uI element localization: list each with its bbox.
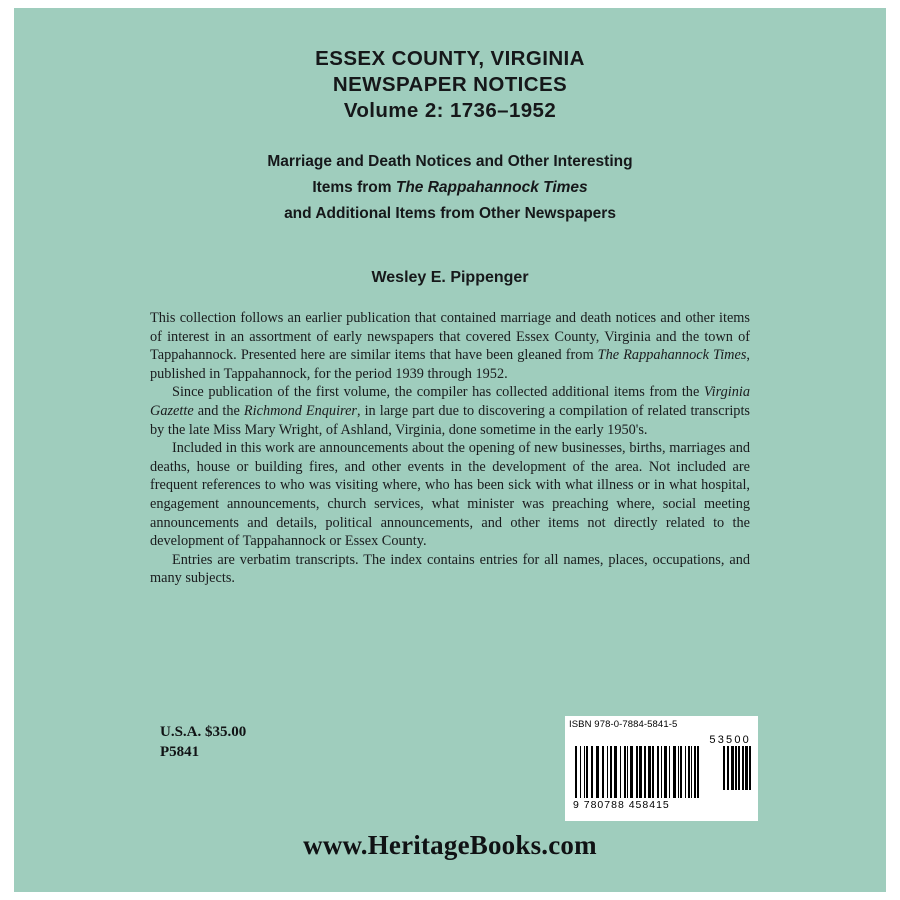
barcode-addon-bars <box>723 746 753 790</box>
barcode-digits: 9 780788 458415 <box>573 799 670 811</box>
description-run: Entries are verbatim transcripts. The index contains entries for all names, places, occupations, and many subjects. <box>150 551 750 587</box>
subtitle-2-italic: The Rappahannock Times <box>395 179 588 196</box>
description-run: , published in Tappahannock, for the period 1939 through 1952. <box>150 347 750 382</box>
description-run: and the <box>193 402 244 419</box>
description-run: Included in this work are announcements about the opening of new businesses, births, marriages and deaths, house or building fires, and other events in the development of the area. Not included are frequent references to who was visiting where, who has been sick with what illness or in what hospital, engagement announcements, church services, what minister was preaching where, social meeting announcements and details, political announcements, and other items not directly related to the development of Tappahannock or Essex County. <box>150 440 750 550</box>
description-paragraph <box>150 551 750 588</box>
title-line-3: Volume 2: 1736–1952 <box>343 99 557 122</box>
subtitle-line-2 <box>14 175 886 201</box>
title-line-2: NEWSPAPER NOTICES <box>332 73 568 96</box>
title-block <box>14 8 886 124</box>
subtitle-block <box>14 149 886 227</box>
item-code-label: P5841 <box>160 744 200 760</box>
price-label: U.S.A. $35.00 <box>160 724 247 740</box>
subtitle-line-1 <box>14 149 886 175</box>
price-block <box>160 722 246 762</box>
publisher-website: www.HeritageBooks.com <box>303 830 597 860</box>
isbn-label: ISBN 978-0-7884-5841-5 <box>569 719 678 730</box>
barcode-bars <box>575 746 715 798</box>
barcode <box>565 716 758 821</box>
description-paragraph <box>150 383 750 439</box>
subtitle-line-3 <box>14 201 886 227</box>
book-back-cover <box>14 8 886 892</box>
description-run: This collection follows an earlier publication that contained marriage and death notices and other items of interest in an assortment of early newspapers that covered Essex County, Virginia and the town of Tappahannock. Presented here are similar items that have been gleaned from <box>150 310 750 364</box>
description-paragraph <box>150 439 750 551</box>
author-name: Wesley E. Pippenger <box>371 269 529 286</box>
cited-work-title: Virginia Gazette <box>150 384 750 419</box>
description-run: , in large part due to discovering a compilation of related transcripts by the late Miss Mary Wright, of Ashland, Virginia, done sometime in the early 1950's. <box>150 402 750 438</box>
description-text <box>150 309 750 588</box>
cited-work-title: Richmond Enquirer <box>243 402 357 419</box>
subtitle-2-text: Items from <box>312 179 396 196</box>
subtitle-3-text: and Additional Items from Other Newspapers <box>284 205 616 222</box>
title-line-1: ESSEX COUNTY, VIRGINIA <box>315 47 585 70</box>
description-paragraph <box>150 309 750 383</box>
description-run: Since publication of the first volume, the compiler has collected additional items from the <box>172 384 704 401</box>
subtitle-1-text: Marriage and Death Notices and Other Interesting <box>267 153 633 170</box>
cited-work-title: The Rappahannock Times <box>597 347 747 364</box>
barcode-addon-digits: 53500 <box>709 734 751 746</box>
